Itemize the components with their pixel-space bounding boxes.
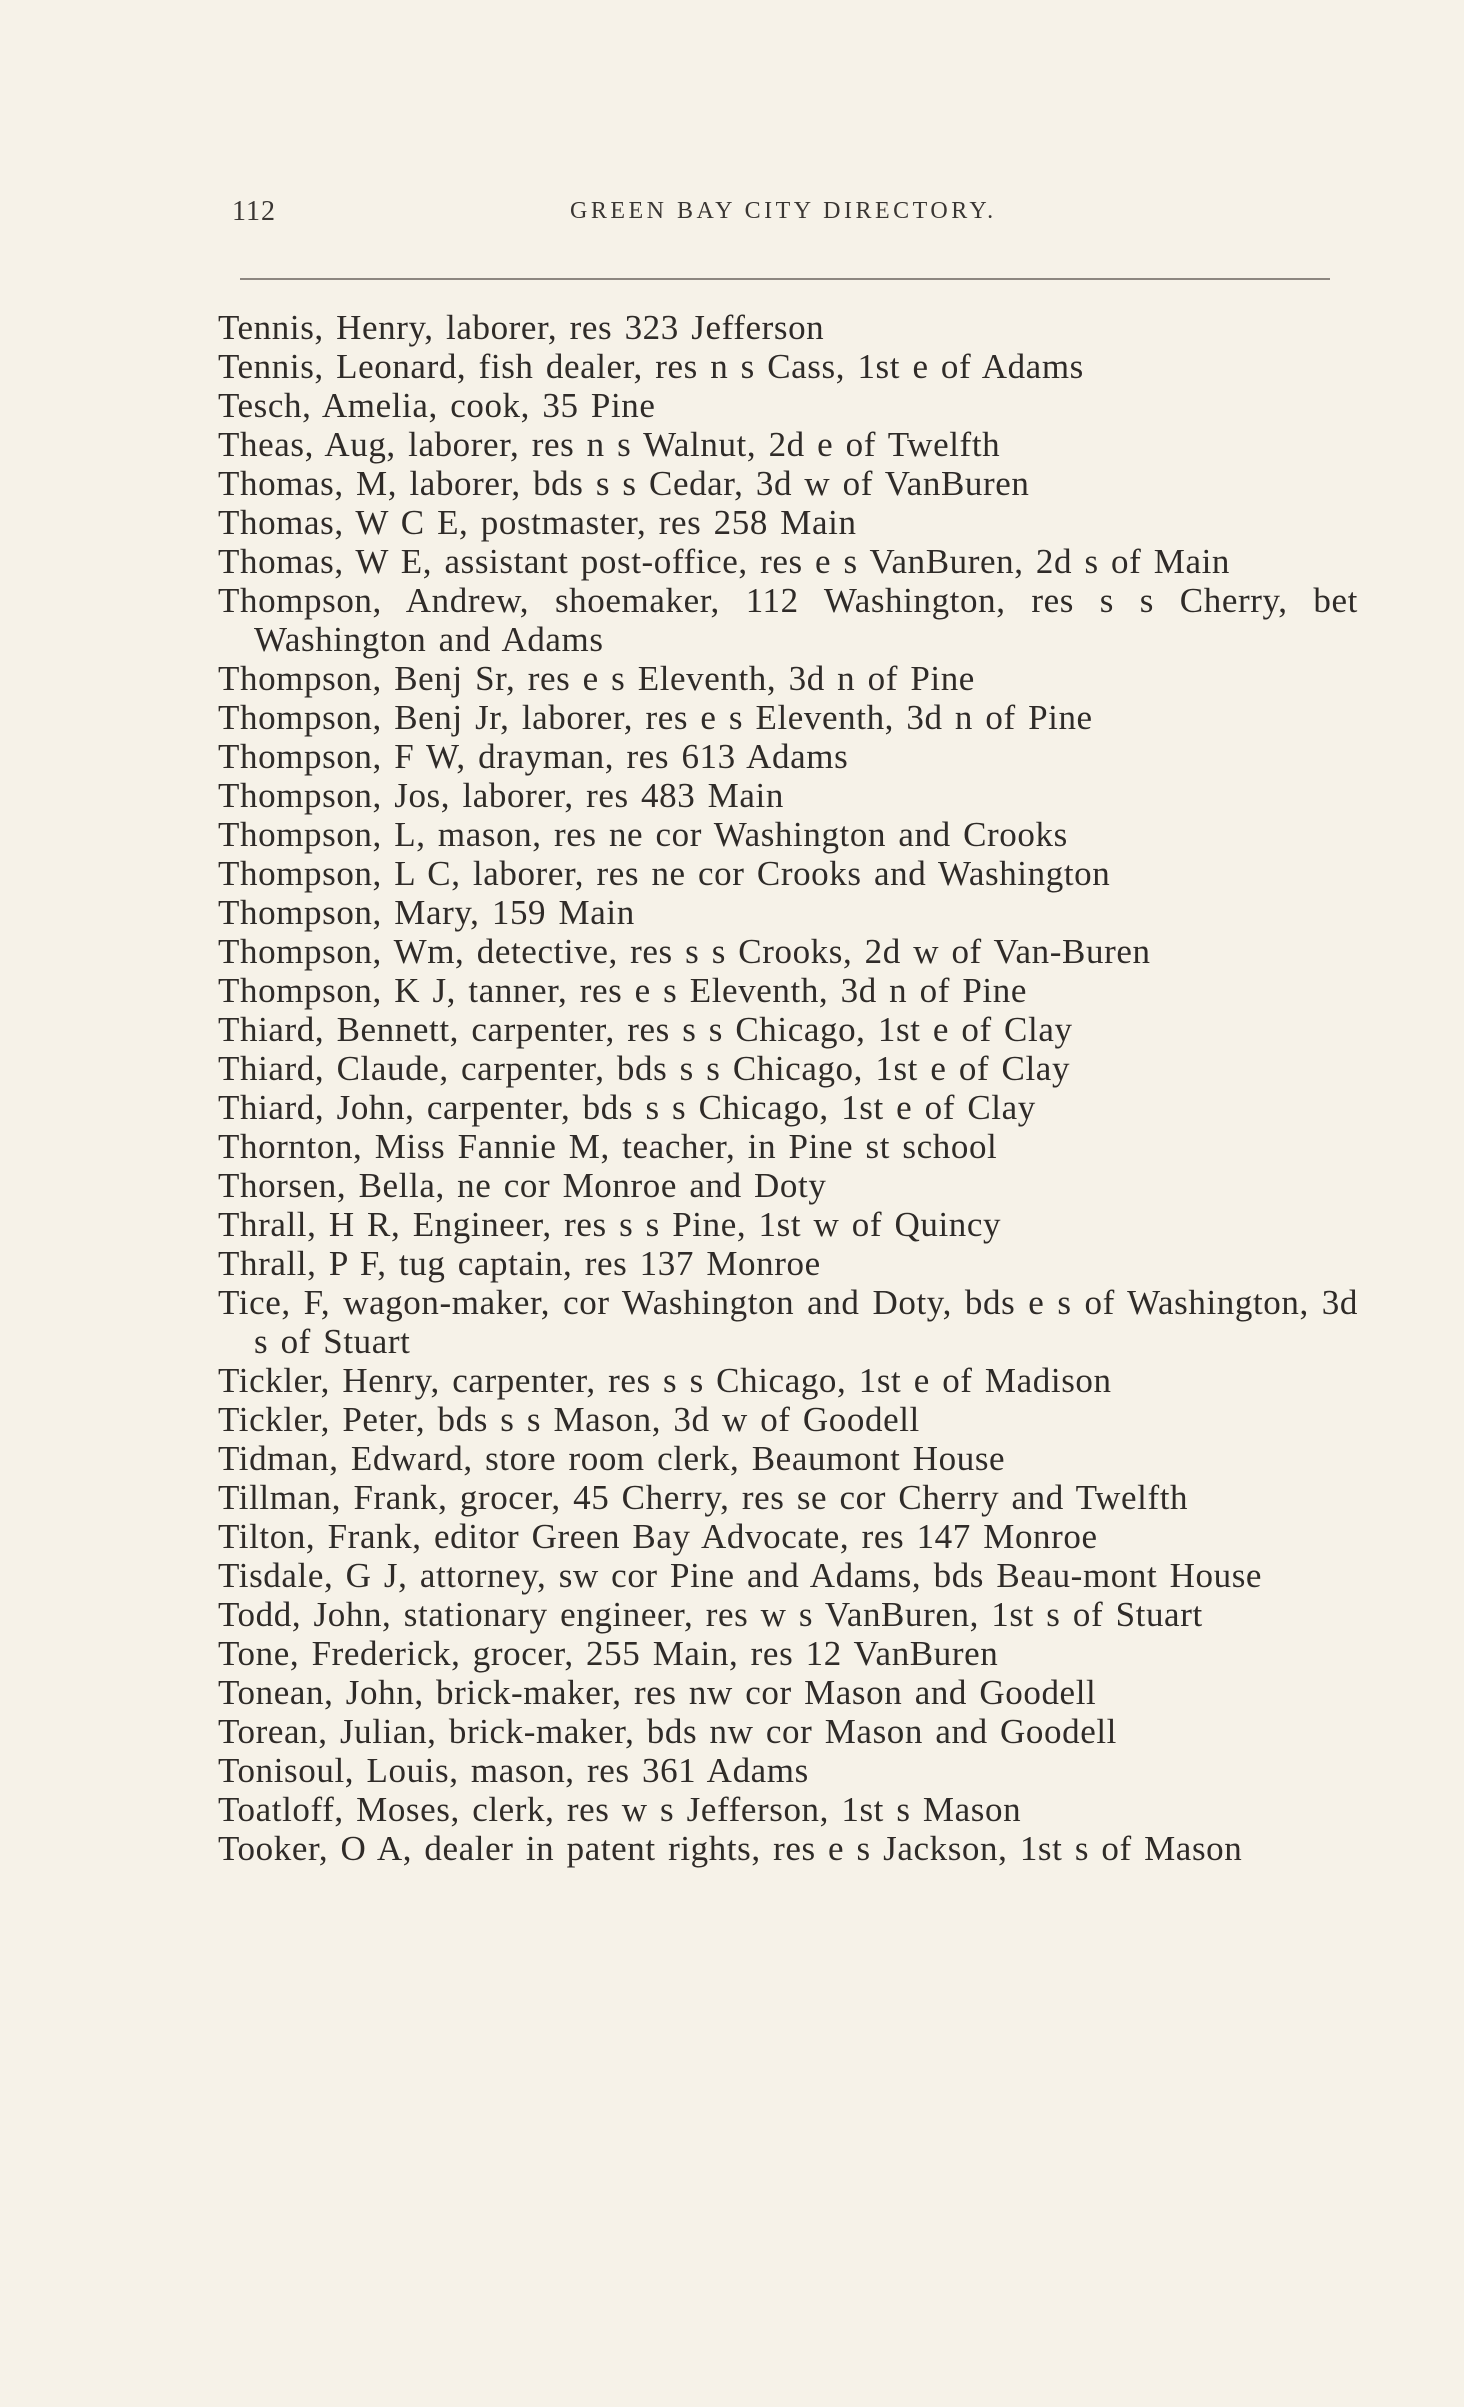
directory-entry: Thompson, Andrew, shoemaker, 112 Washington, res s s Cherry, bet Washington and Adams [218, 581, 1358, 659]
directory-entry: Tilton, Frank, editor Green Bay Advocate, res 147 Monroe [218, 1517, 1098, 1556]
directory-entry: Todd, John, stationary engineer, res w s VanBuren, 1st s of Stuart [218, 1595, 1203, 1634]
directory-entry: Theas, Aug, laborer, res n s Walnut, 2d e of Twelfth [218, 425, 1001, 464]
directory-entry: Thornton, Miss Fannie M, teacher, in Pine st school [218, 1127, 998, 1166]
directory-entry: Thompson, F W, drayman, res 613 Adams [218, 737, 849, 776]
directory-entry: Thomas, W C E, postmaster, res 258 Main [218, 503, 857, 542]
directory-entry: Thomas, M, laborer, bds s s Cedar, 3d w of VanBuren [218, 464, 1030, 503]
directory-entry: Thompson, Mary, 159 Main [218, 893, 635, 932]
directory-entry: Thompson, L C, laborer, res ne cor Crooks and Washington [218, 854, 1111, 893]
directory-entry: Tickler, Henry, carpenter, res s s Chicago, 1st e of Madison [218, 1361, 1112, 1400]
directory-entry: Tone, Frederick, grocer, 255 Main, res 12 VanBuren [218, 1634, 999, 1673]
directory-entry: Thompson, Jos, laborer, res 483 Main [218, 776, 784, 815]
directory-entry: Tonean, John, brick-maker, res nw cor Mason and Goodell [218, 1673, 1097, 1712]
directory-entry: Thompson, K J, tanner, res e s Eleventh, 3d n of Pine [218, 971, 1027, 1010]
directory-entry: Toatloff, Moses, clerk, res w s Jefferson, 1st s Mason [218, 1790, 1022, 1829]
directory-entry: Tennis, Henry, laborer, res 323 Jefferson [218, 308, 825, 347]
directory-entries [218, 308, 1358, 1868]
directory-entry: Tickler, Peter, bds s s Mason, 3d w of Goodell [218, 1400, 920, 1439]
directory-entry: Tillman, Frank, grocer, 45 Cherry, res se cor Cherry and Twelfth [218, 1478, 1189, 1517]
directory-entry: Tesch, Amelia, cook, 35 Pine [218, 386, 656, 425]
directory-entry: Thorsen, Bella, ne cor Monroe and Doty [218, 1166, 827, 1205]
directory-entry: Tooker, O A, dealer in patent rights, res e s Jackson, 1st s of Mason [218, 1829, 1243, 1868]
directory-entry: Tennis, Leonard, fish dealer, res n s Cass, 1st e of Adams [218, 347, 1084, 386]
running-head: GREEN BAY CITY DIRECTORY. [570, 198, 997, 224]
directory-entry: Thrall, H R, Engineer, res s s Pine, 1st w of Quincy [218, 1205, 1002, 1244]
page-header [232, 196, 1336, 236]
directory-entry: Tisdale, G J, attorney, sw cor Pine and Adams, bds Beau-mont House [218, 1556, 1263, 1595]
page-number: 112 [232, 196, 276, 227]
directory-entry: Thompson, Benj Sr, res e s Eleventh, 3d n of Pine [218, 659, 975, 698]
directory-entry: Tice, F, wagon-maker, cor Washington and Doty, bds e s of Washington, 3d s of Stuart [218, 1283, 1358, 1361]
directory-entry: Thompson, Benj Jr, laborer, res e s Eleventh, 3d n of Pine [218, 698, 1093, 737]
directory-entry: Thiard, John, carpenter, bds s s Chicago, 1st e of Clay [218, 1088, 1036, 1127]
directory-entry: Thiard, Bennett, carpenter, res s s Chicago, 1st e of Clay [218, 1010, 1073, 1049]
directory-entry: Thompson, L, mason, res ne cor Washington and Crooks [218, 815, 1068, 854]
directory-entry: Torean, Julian, brick-maker, bds nw cor Mason and Goodell [218, 1712, 1117, 1751]
directory-entry: Thiard, Claude, carpenter, bds s s Chicago, 1st e of Clay [218, 1049, 1071, 1088]
directory-entry: Thrall, P F, tug captain, res 137 Monroe [218, 1244, 821, 1283]
directory-entry: Tidman, Edward, store room clerk, Beaumont House [218, 1439, 1006, 1478]
directory-entry: Tonisoul, Louis, mason, res 361 Adams [218, 1751, 809, 1790]
directory-entry: Thompson, Wm, detective, res s s Crooks, 2d w of Van-Buren [218, 932, 1151, 971]
header-rule [240, 278, 1330, 280]
directory-entry: Thomas, W E, assistant post-office, res e s VanBuren, 2d s of Main [218, 542, 1231, 581]
